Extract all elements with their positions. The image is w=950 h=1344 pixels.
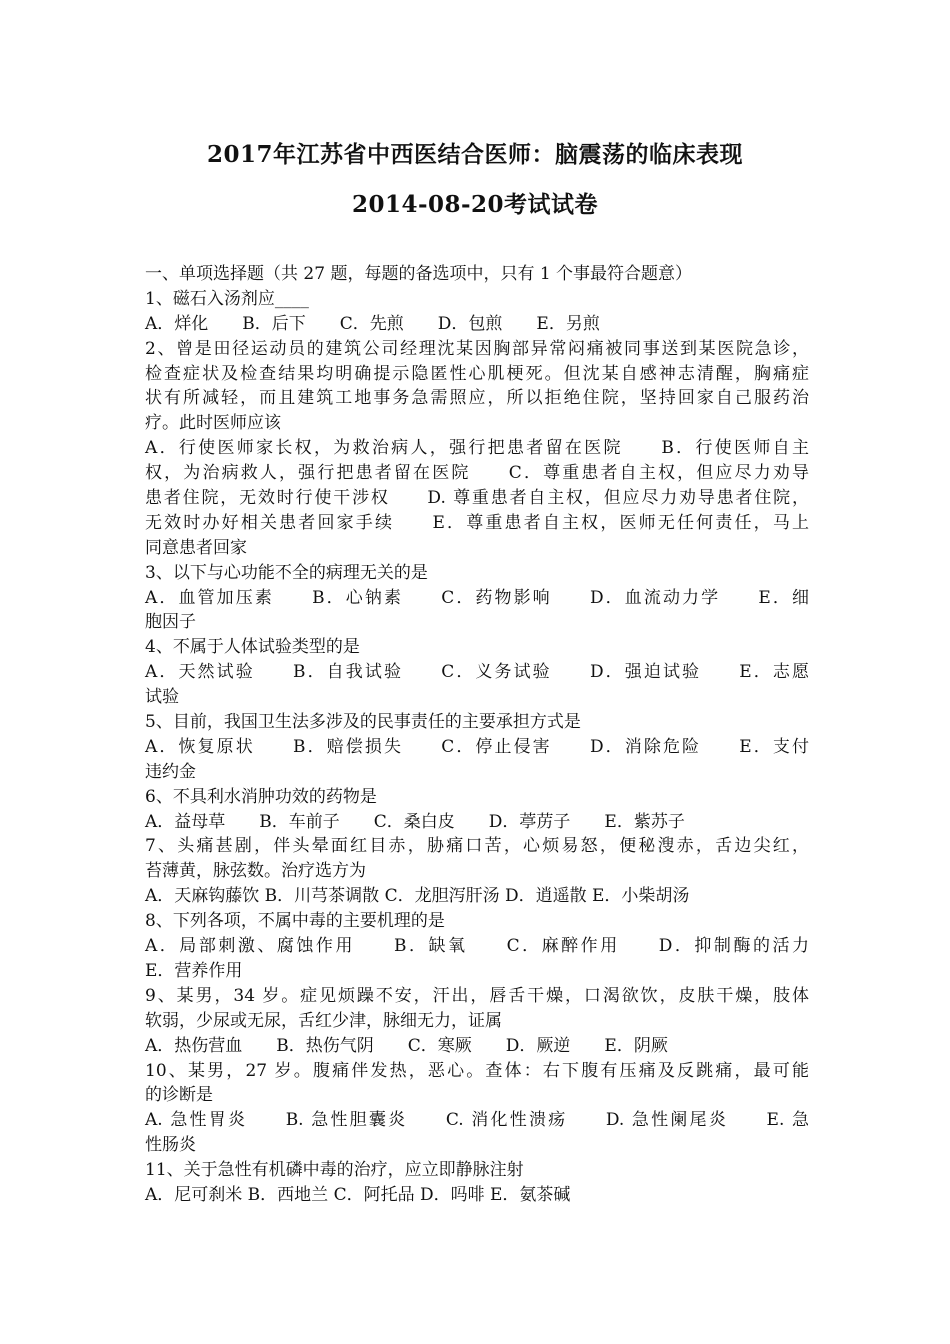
text-line: A．行使医师家长权，为救治病人，强行把患者留在医院 B．行使医师自主 [145, 438, 809, 459]
text-line: 检查症状及检查结果均明确提示隐匿性心肌梗死。但沈某自感神志清醒，胸痛症 [145, 363, 809, 384]
text-line: A．烊化 B．后下 C．先煎 D．包煎 E．另煎 [145, 313, 600, 334]
text-line: 同意患者回家 [145, 537, 247, 558]
text-line: A．恢复原状 B．赔偿损失 C．停止侵害 D．消除危险 E．支付 [145, 736, 809, 757]
text-line: E．营养作用 [145, 960, 243, 981]
text-line: 4、不属于人体试验类型的是 [145, 637, 360, 658]
text-line: 状有所减轻，而且建筑工地事务急需照应，所以拒绝住院，坚持回家自己服药治 [145, 388, 809, 409]
text-line: A．益母草 B．车前子 C．桑白皮 D．葶苈子 E．紫苏子 [145, 811, 685, 832]
document-title-line-2: 2014-08-20考试试卷 [351, 191, 599, 218]
text-line: 一、单项选择题（共 27 题，每题的备选项中，只有 1 个事最符合题意） [145, 264, 693, 284]
text-line: 的诊断是 [145, 1085, 213, 1106]
text-line: A．血管加压素 B．心钠素 C．药物影响 D．血流动力学 E．细 [145, 587, 809, 608]
text-line: 8、下列各项，不属中毒的主要机理的是 [145, 911, 445, 932]
text-line: 1、磁石入汤剂应____ [145, 288, 309, 309]
text-line: A．热伤营血 B．热伤气阴 C．寒厥 D．厥逆 E．阴厥 [145, 1035, 668, 1056]
text-line: 2、曾是田径运动员的建筑公司经理沈某因胸部异常闷痛被同事送到某医院急诊， [145, 338, 809, 359]
text-line: 性肠炎 [145, 1135, 196, 1156]
text-line: 权，为治病救人，强行把患者留在医院 C．尊重患者自主权，但应尽力劝导 [145, 463, 809, 484]
text-line: A. 急性胃炎 B. 急性胆囊炎 C. 消化性溃疡 D. 急性阑尾炎 E. 急 [145, 1110, 809, 1131]
text-line: A．天然试验 B．自我试验 C．义务试验 D．强迫试验 E．志愿 [145, 662, 809, 683]
text-line: 苔薄黄，脉弦数。治疗选方为 [145, 861, 366, 882]
document-title-line-1: 2017年江苏省中西医结合医师：脑震荡的临床表现 [206, 141, 743, 168]
text-line: 患者住院，无效时行使干涉权 D. 尊重患者自主权，但应尽力劝导患者住院， [145, 488, 809, 509]
text-line: 软弱，少尿或无尿，舌红少津，脉细无力，证属 [145, 1010, 502, 1031]
text-line: 违约金 [145, 761, 196, 782]
text-line: A．天麻钩藤饮 B．川芎茶调散 C．龙胆泻肝汤 D．逍遥散 E．小柴胡汤 [145, 886, 690, 907]
text-line: 疗。此时医师应该 [145, 413, 281, 434]
text-line: 3、以下与心功能不全的病理无关的是 [145, 562, 428, 583]
text-line: 6、不具利水消肿功效的药物是 [145, 786, 377, 807]
text-line: A．局部刺激、腐蚀作用 B．缺氧 C．麻醉作用 D．抑制酶的活力 [145, 936, 809, 957]
text-line: A．尼可刹米 B．西地兰 C．阿托品 D．吗啡 E．氨茶碱 [145, 1184, 571, 1205]
text-line: 11、关于急性有机磷中毒的治疗，应立即静脉注射 [145, 1160, 524, 1181]
text-line: 7、头痛甚剧，伴头晕面红目赤，胁痛口苦，心烦易怒，便秘溲赤，舌边尖红， [145, 836, 809, 857]
text-line: 5、目前，我国卫生法多涉及的民事责任的主要承担方式是 [145, 712, 581, 733]
text-line: 10、某男，27 岁。腹痛伴发热，恶心。查体：右下腹有压痛及反跳痛，最可能 [145, 1060, 809, 1081]
document-body [145, 262, 809, 1208]
text-line: 胞因子 [145, 612, 196, 633]
text-line: 9、某男，34 岁。症见烦躁不安，汗出，唇舌干燥，口渴欲饮，皮肤干燥，肢体 [145, 985, 809, 1006]
text-line: 无效时办好相关患者回家手续 E．尊重患者自主权，医师无任何责任，马上 [145, 512, 809, 533]
text-line: 试验 [145, 687, 179, 708]
